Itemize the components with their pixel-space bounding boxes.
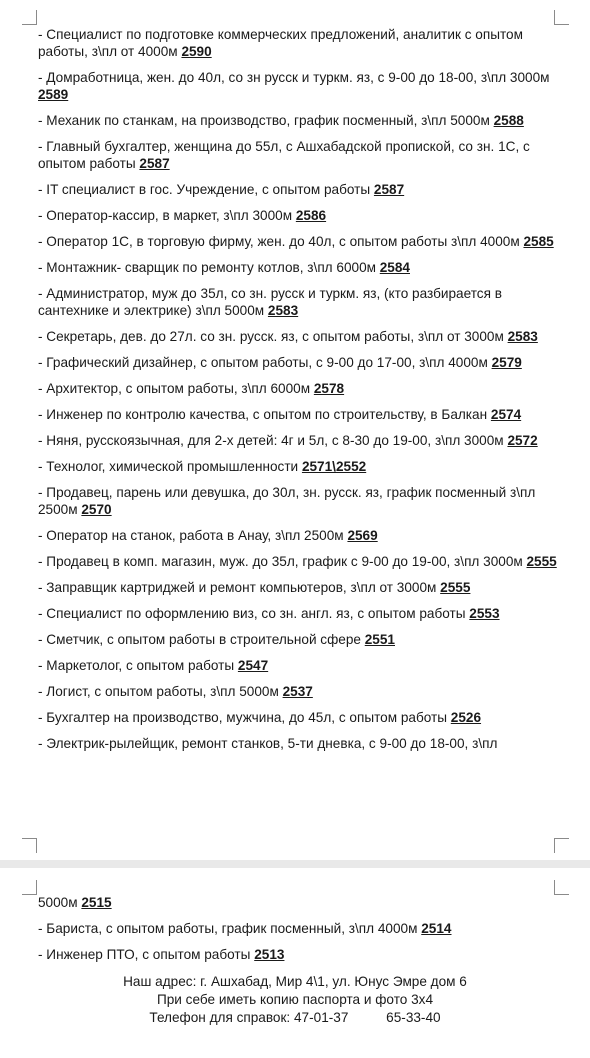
job-listing-item: [38, 69, 572, 103]
job-code: 2572: [507, 433, 538, 448]
job-listing-item: [38, 683, 572, 700]
job-listing-item: [38, 894, 572, 911]
job-description: - IT специалист в гос. Учреждение, с опытом работы: [38, 182, 374, 197]
job-listing-item: [38, 709, 572, 726]
job-code: 2553: [469, 606, 500, 621]
job-listing-item: [38, 380, 572, 397]
margin-corner-mark: [554, 10, 569, 25]
job-listing-item: [38, 735, 572, 752]
job-listing-item: [38, 207, 572, 224]
job-listing-item: [38, 657, 572, 674]
job-code: 2583: [507, 329, 538, 344]
job-code: 2515: [81, 895, 112, 910]
job-code: 2551: [364, 632, 395, 647]
job-description: - Бариста, с опытом работы, график посменный, з\пл 4000м: [38, 921, 422, 936]
job-description: - Архитектор, с опытом работы, з\пл 6000м: [38, 381, 314, 396]
job-description: - Специалист по оформлению виз, со зн. англ. яз, с опытом работы: [38, 606, 470, 621]
job-code: 2555: [440, 580, 471, 595]
job-description: - Технолог, химической промышленности: [38, 459, 302, 474]
job-code: 2513: [254, 947, 285, 962]
job-description: - Графический дизайнер, с опытом работы, с 9-00 до 17-00, з\пл 4000м: [38, 355, 492, 370]
job-description: - Главный бухгалтер, женщина до 55л, с Ашхабадской пропиской, со зн. 1С, с опытом работы: [38, 139, 530, 171]
job-description: - Сметчик, с опытом работы в строительной сфере: [38, 632, 365, 647]
job-description: - Электрик-рылейщик, ремонт станков, 5-ти дневка, с 9-00 до 18-00, з\пл: [38, 736, 498, 751]
margin-corner-mark: [554, 838, 569, 853]
job-listing-item: [38, 259, 572, 276]
documents-line: При себе иметь копию паспорта и фото 3х4: [156, 992, 434, 1007]
job-code: 2588: [493, 113, 524, 128]
job-listing-item: [38, 920, 572, 937]
address-line: Наш адрес: г. Ашхабад, Мир 4\1, ул. Юнус Эмре дом 6: [123, 974, 467, 989]
job-code: 2555: [526, 554, 557, 569]
job-listing-item: [38, 432, 572, 449]
job-listing-item: [38, 946, 572, 963]
job-description: - Продавец, парень или девушка, до 30л, зн. русск. яз, график посменный з\пл 2500м: [38, 485, 536, 517]
job-listing: [38, 26, 572, 761]
job-listing-item: [38, 605, 572, 622]
job-listing-item: [38, 328, 572, 345]
job-description: - Логист, с опытом работы, з\пл 5000м: [38, 684, 283, 699]
job-listing-item: [38, 285, 572, 319]
job-description: - Монтажник- сварщик по ремонту котлов, з\пл 6000м: [38, 260, 380, 275]
phone-line: Телефон для справок: 47-01-37 65-33-40: [149, 1010, 441, 1025]
job-code: 2590: [181, 44, 212, 59]
job-listing-item: [38, 138, 572, 172]
margin-corner-mark: [22, 10, 37, 25]
job-code: 2586: [295, 208, 327, 223]
job-description: - Администратор, муж до 35л, со зн. русск и туркм. яз, (кто разбирается в сантехнике и электрике) з\пл 5000м: [38, 286, 502, 318]
job-description: 5000м: [38, 895, 82, 910]
job-listing-item: [38, 484, 572, 518]
margin-corner-mark: [554, 880, 569, 895]
contact-footer: [0, 973, 590, 1027]
job-code: 2514: [421, 921, 452, 936]
job-description: - Бухгалтер на производство, мужчина, до 45л, с опытом работы: [38, 710, 451, 725]
job-description: - Секретарь, дев. до 27л. со зн. русск. яз, с опытом работы, з\пл от 3000м: [38, 329, 508, 344]
job-code: 2578: [313, 381, 345, 396]
job-listing-item: [38, 112, 572, 129]
job-code: 2570: [81, 502, 112, 517]
job-description: - Заправщик картриджей и ремонт компьютеров, з\пл от 3000м: [38, 580, 441, 595]
job-code: 2526: [450, 710, 482, 725]
document-page-2: [0, 868, 590, 1058]
job-listing-item: [38, 458, 572, 475]
job-description: - Механик по станкам, на производство, график посменный, з\пл 5000м: [38, 113, 494, 128]
job-listing-item: [38, 26, 572, 60]
job-listing-item: [38, 527, 572, 544]
job-description: - Инженер ПТО, с опытом работы: [38, 947, 255, 962]
job-code: 2587: [139, 156, 170, 171]
job-code: 2571\2552: [301, 459, 367, 474]
margin-corner-mark: [22, 880, 37, 895]
job-code: 2574: [490, 407, 522, 422]
job-listing-continued: [38, 894, 572, 972]
job-description: - Маркетолог, с опытом работы: [38, 658, 238, 673]
job-description: - Оператор-кассир, в маркет, з\пл 3000м: [38, 208, 296, 223]
job-code: 2547: [237, 658, 269, 673]
job-listing-item: [38, 181, 572, 198]
job-description: - Специалист по подготовке коммерческих предложений, аналитик с опытом работы, з\пл от 4000м: [38, 27, 523, 59]
job-listing-item: [38, 579, 572, 596]
job-description: - Домработница, жен. до 40л, со зн русск и туркм. яз, с 9-00 до 18-00, з\пл 3000м: [38, 70, 550, 85]
job-listing-item: [38, 553, 572, 570]
job-description: - Продавец в комп. магазин, муж. до 35л, график с 9-00 до 19-00, з\пл 3000м: [38, 554, 527, 569]
job-description: - Оператор на станок, работа в Анау, з\пл 2500м: [38, 528, 348, 543]
job-description: - Инженер по контролю качества, с опытом по строительству, в Балкан: [38, 407, 491, 422]
job-code: 2587: [373, 182, 405, 197]
job-code: 2569: [347, 528, 378, 543]
job-description: - Оператор 1С, в торговую фирму, жен. до 40л, с опытом работы з\пл 4000м: [38, 234, 524, 249]
job-listing-item: [38, 354, 572, 371]
job-listing-item: [38, 631, 572, 648]
job-code: 2584: [379, 260, 410, 275]
margin-corner-mark: [22, 838, 37, 853]
job-listing-item: [38, 406, 572, 423]
job-code: 2585: [523, 234, 554, 249]
job-listing-item: [38, 233, 572, 250]
job-code: 2583: [267, 303, 299, 318]
job-description: - Няня, русскоязычная, для 2-х детей: 4г и 5л, с 8-30 до 19-00, з\пл 3000м: [38, 433, 508, 448]
job-code: 2589: [38, 87, 69, 102]
job-code: 2537: [282, 684, 313, 699]
job-code: 2579: [491, 355, 522, 370]
